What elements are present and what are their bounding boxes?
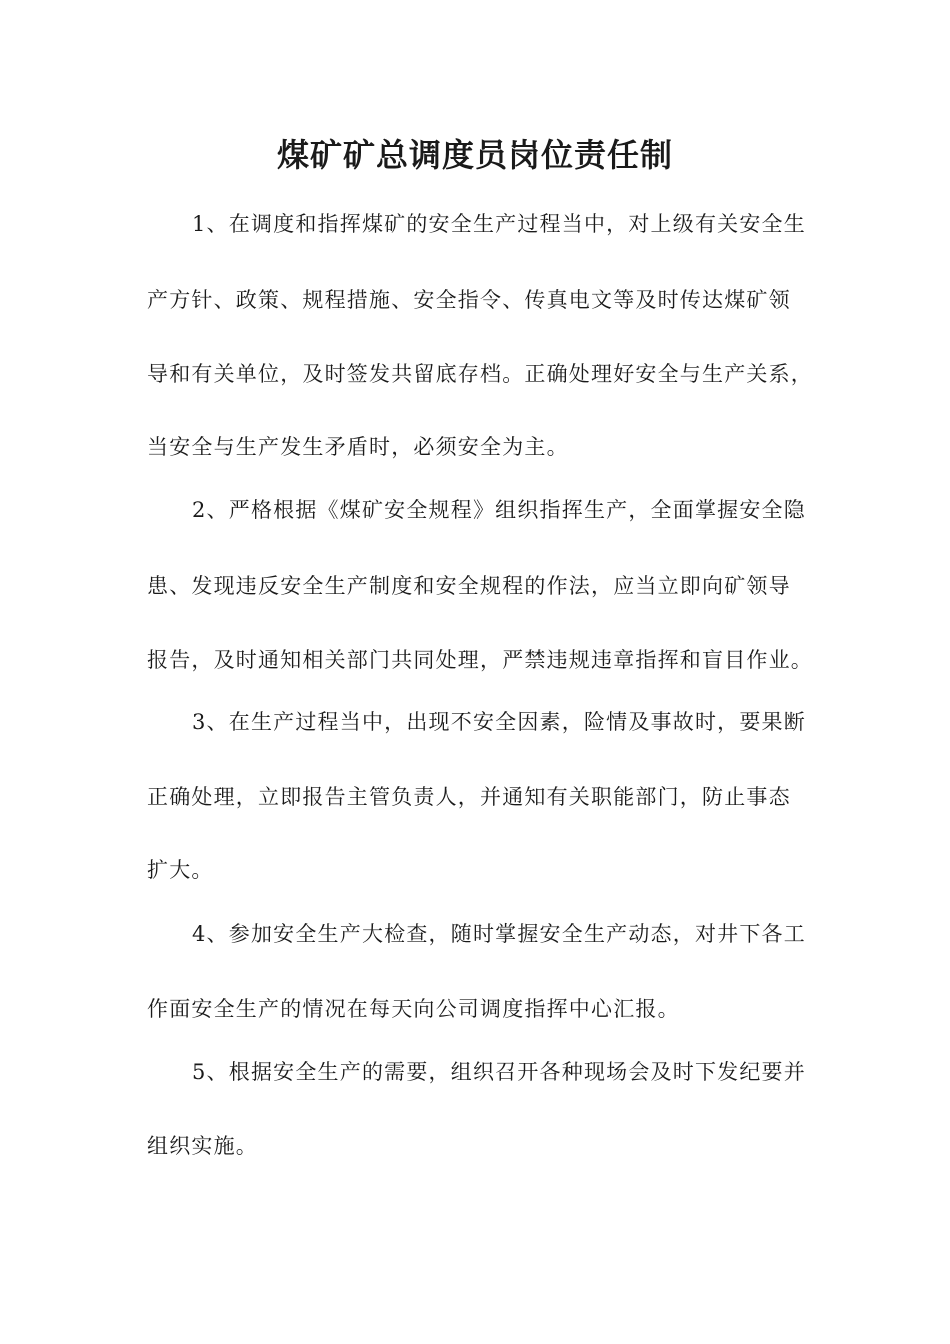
paragraph-2-line-2: 患、发现违反安全生产制度和安全规程的作法，应当立即向矿领导 — [147, 574, 791, 598]
document-title: 煤矿矿总调度员岗位责任制 — [276, 136, 673, 174]
paragraph-4-line-1: 4、参加安全生产大检查，随时掌握安全生产动态，对井下各工 — [192, 922, 806, 946]
paragraph-2-line-3: 报告，及时通知相关部门共同处理，严禁违规违章指挥和盲目作业。 — [147, 648, 813, 672]
paragraph-4-line-2: 作面安全生产的情况在每天向公司调度指挥中心汇报。 — [147, 997, 680, 1021]
paragraph-1-line-1: 1、在调度和指挥煤矿的安全生产过程当中，对上级有关安全生 — [192, 212, 806, 236]
paragraph-2-line-1: 2、严格根据《煤矿安全规程》组织指挥生产，全面掌握安全隐 — [192, 498, 806, 522]
paragraph-1-line-2: 产方针、政策、规程措施、安全指令、传真电文等及时传达煤矿领 — [147, 288, 791, 312]
paragraph-1-line-3: 导和有关单位，及时签发共留底存档。正确处理好安全与生产关系， — [147, 362, 813, 386]
paragraph-5-line-1: 5、根据安全生产的需要，组织召开各种现场会及时下发纪要并 — [192, 1060, 806, 1084]
paragraph-3-line-2: 正确处理，立即报告主管负责人，并通知有关职能部门，防止事态 — [147, 785, 791, 809]
paragraph-5-line-2: 组织实施。 — [147, 1134, 258, 1158]
paragraph-3-line-1: 3、在生产过程当中，出现不安全因素，险情及事故时，要果断 — [192, 710, 806, 734]
paragraph-3-line-3: 扩大。 — [147, 858, 214, 882]
paragraph-1-line-4: 当安全与生产发生矛盾时，必须安全为主。 — [147, 435, 569, 459]
